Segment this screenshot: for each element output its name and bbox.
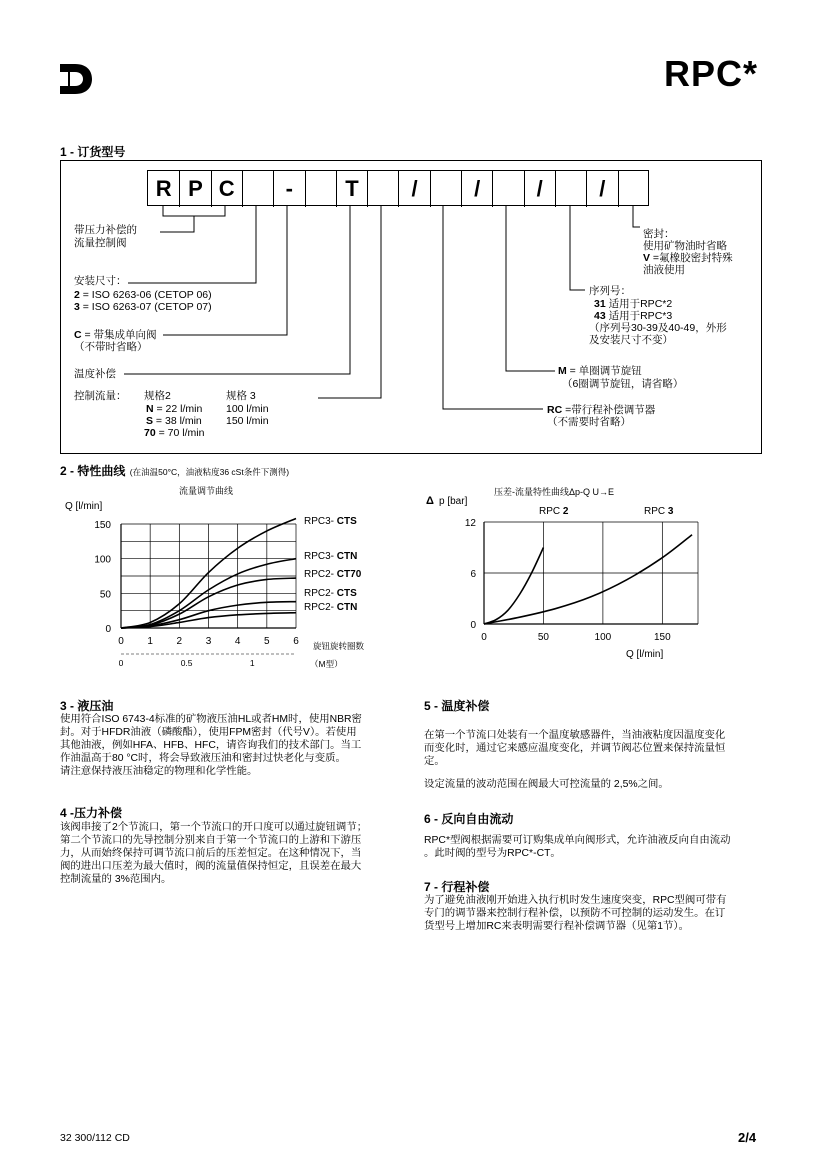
serial-31-text: 适用于RPC*2 bbox=[605, 298, 673, 310]
series-label-prefix: RPC2- bbox=[304, 569, 337, 580]
flow-70-size2: = 70 l/min bbox=[155, 427, 205, 439]
code-cell: / bbox=[461, 171, 492, 207]
x2-axis-label: （M型） bbox=[310, 659, 343, 669]
sec3-line-4: 作油温高于80 °C时，将会导致液压油和密封过快老化与变质。 bbox=[60, 753, 346, 764]
series-label-name: CTS bbox=[336, 516, 357, 527]
sec7-line-1: 为了避免油液刚开始进入执行机时发生速度突变，RPC型阀可带有 bbox=[424, 895, 727, 906]
code-cell: T bbox=[336, 171, 367, 207]
rc-note: （不需要时省略） bbox=[547, 416, 631, 428]
flow-n-size2: = 22 l/min bbox=[153, 403, 203, 415]
x2-tick-label: 0.5 bbox=[180, 658, 193, 668]
series-label bbox=[304, 569, 362, 580]
series-label-prefix: RPC bbox=[539, 506, 563, 517]
sec7-line-3: 货型号上增加RC来表明需要行程补偿调节器（见第1节）。 bbox=[424, 921, 689, 932]
x2-tick-label: 0 bbox=[118, 658, 124, 668]
sec3-line-2: 封。对于HFDR油液（磷酸酯），使用FPM密封（代号V）。若使用 bbox=[60, 727, 357, 738]
x-axis-label: Q [l/min] bbox=[626, 649, 664, 660]
pressure-drop-chart bbox=[420, 480, 710, 670]
x-axis-label: 旋钮旋转圈数 bbox=[313, 641, 365, 651]
sec4-line-4: 阀的进出口压差为最大值时，阀的流量值保持恒定，且误差在最大 bbox=[60, 861, 362, 872]
mount-3-text: = ISO 6263-07 (CETOP 07) bbox=[79, 301, 212, 313]
series-line bbox=[484, 548, 543, 625]
check-text: = 带集成单向阀 bbox=[81, 329, 157, 341]
series-label-prefix: RPC2- bbox=[304, 602, 337, 613]
series-label-name: 2 bbox=[562, 506, 569, 517]
series-line bbox=[484, 535, 692, 624]
section-6-title: 6 - 反向自由流动 bbox=[424, 812, 514, 826]
x-tick-label: 4 bbox=[234, 636, 241, 647]
chart-title: 压差-流量特性曲线Δp-Q U→E bbox=[494, 487, 615, 497]
flow-n-size3: 100 l/min bbox=[226, 403, 269, 415]
y-tick-label: 150 bbox=[94, 520, 111, 531]
series-label bbox=[644, 506, 674, 517]
code-cell: / bbox=[586, 171, 617, 207]
sec5-line-3: 定。 bbox=[424, 756, 445, 767]
sec3-line-5: 请注意保持液压油稳定的物理和化学性能。 bbox=[60, 766, 258, 777]
section-2-title: 2 - 特性曲线 bbox=[60, 464, 126, 478]
code-cell: C bbox=[211, 171, 242, 207]
x-tick-label: 0 bbox=[118, 636, 124, 647]
flow-key-n: N bbox=[146, 403, 154, 415]
series-label-name: CTN bbox=[336, 551, 358, 562]
series-label-name: CTS bbox=[336, 588, 357, 599]
code-cell: P bbox=[179, 171, 210, 207]
y-axis-symbol: Δ bbox=[426, 495, 434, 507]
x-tick-label: 100 bbox=[594, 632, 612, 643]
flow-s-size2: = 38 l/min bbox=[153, 415, 202, 427]
flow-s-size3: 150 l/min bbox=[226, 415, 269, 427]
seal-title: 密封： bbox=[643, 228, 675, 240]
serial-31-key: 31 bbox=[594, 298, 606, 310]
section-5-title: 5 - 温度补偿 bbox=[424, 699, 490, 713]
series-label bbox=[304, 516, 357, 527]
code-cell: - bbox=[273, 171, 304, 207]
flow-title: 控制流量： bbox=[74, 390, 127, 402]
sec7-line-2: 专门的调节器来控制行程补偿，以预防不可控制的运动发生。在订 bbox=[424, 908, 726, 919]
x-tick-label: 1 bbox=[147, 636, 153, 647]
section-4-title: 4 -压力补偿 bbox=[60, 806, 123, 820]
sec3-line-3: 其他油液，例如HFA、HFB、HFC，请咨询我们的技术部门。当工 bbox=[60, 740, 362, 751]
sec6-line-2: 。此时阀的型号为RPC*-CT。 bbox=[424, 848, 561, 859]
serial-title: 序列号： bbox=[589, 285, 631, 297]
series-label bbox=[304, 551, 357, 562]
seal-v-key: V bbox=[643, 252, 651, 264]
section-7-title: 7 - 行程补偿 bbox=[424, 880, 490, 894]
sec5-line-1: 在第一个节流口处装有一个温度敏感器件，当油液粘度因温度变化 bbox=[424, 730, 726, 741]
x2-tick-label: 1 bbox=[249, 658, 255, 668]
section-3-title: 3 - 液压油 bbox=[60, 699, 114, 713]
mount-2-text: = ISO 6263-06 (CETOP 06) bbox=[79, 289, 212, 301]
seal-line-3: 油液使用 bbox=[643, 264, 685, 276]
m-key: M bbox=[558, 365, 567, 377]
section-1-title: 1 - 订货型号 bbox=[60, 145, 126, 159]
size-2-label: 规格2 bbox=[144, 390, 171, 402]
sec5-line-4: 设定流量的波动范围在阀最大可控流量的 2,5%之间。 bbox=[424, 779, 669, 790]
seal-v-text: =氟橡胶密封特殊 bbox=[650, 252, 733, 264]
flow-key-s: S bbox=[146, 415, 154, 427]
x-tick-label: 3 bbox=[205, 636, 212, 647]
series-label bbox=[304, 602, 357, 613]
mount-3-key: 3 bbox=[74, 301, 80, 313]
doc-code: RPC* bbox=[664, 53, 759, 94]
y-axis-label: Q [l/min] bbox=[65, 501, 103, 512]
m-note: （6圈调节旋钮，请省略） bbox=[562, 378, 684, 390]
temp-comp-label: 温度补偿 bbox=[74, 368, 116, 380]
page-number: 2/4 bbox=[738, 1130, 757, 1145]
y-tick-label: 100 bbox=[94, 554, 111, 566]
flow-key-70: 70 bbox=[144, 427, 156, 439]
x-tick-label: 150 bbox=[653, 632, 671, 643]
code-cell: R bbox=[155, 176, 172, 201]
check-note: （不带时省略） bbox=[74, 341, 148, 353]
series-label-name: CTN bbox=[336, 602, 358, 613]
sec4-line-2: 第二个节流口的先导控制分别来自于第一个节流口的上游和下游压 bbox=[60, 835, 362, 846]
sec4-line-3: 力，从而始终保持可调节流口前后的压差恒定。在这种情况下，当 bbox=[60, 848, 362, 859]
mount-title: 安装尺寸： bbox=[74, 275, 127, 287]
y-tick-label: 50 bbox=[99, 589, 111, 601]
x-tick-label: 5 bbox=[264, 636, 270, 647]
sec4-line-5: 控制流量的 3%范围内。 bbox=[60, 874, 172, 885]
series-label-prefix: RPC3- bbox=[304, 516, 337, 527]
seal-line-1: 使用矿物油时省略 bbox=[643, 240, 727, 252]
check-key: C bbox=[74, 329, 82, 341]
y-tick-label: 6 bbox=[470, 569, 476, 580]
code-cell: / bbox=[524, 171, 555, 207]
y-axis-label: p [bar] bbox=[439, 496, 468, 507]
doc-number: 32 300/112 CD bbox=[60, 1132, 130, 1144]
x-tick-label: 0 bbox=[481, 632, 487, 643]
flow-regulation-chart bbox=[55, 480, 395, 680]
sec6-line-1: RPC*型阀根据需要可订购集成单向阀形式，允许油液反向自由流动 bbox=[424, 835, 731, 846]
sec3-line-1: 使用符合ISO 6743-4标准的矿物液压油HL或者HM时，使用NBR密 bbox=[60, 714, 362, 725]
rc-text: =带行程补偿调节器 bbox=[562, 404, 656, 416]
x-tick-label: 50 bbox=[537, 632, 550, 643]
mount-2-key: 2 bbox=[74, 289, 80, 301]
x-tick-label: 2 bbox=[176, 636, 183, 647]
y-tick-label: 12 bbox=[464, 518, 476, 529]
rc-key: RC bbox=[547, 404, 563, 416]
series-label bbox=[539, 506, 569, 517]
code-cell: / bbox=[398, 171, 429, 207]
series-label-prefix: RPC3- bbox=[304, 551, 337, 562]
series-label bbox=[304, 588, 357, 599]
label-pressure-comp-1: 带压力补偿的 bbox=[74, 224, 137, 236]
label-pressure-comp-2: 流量控制阀 bbox=[74, 237, 127, 249]
y-tick-label: 0 bbox=[470, 620, 476, 631]
serial-43-text: 适用于RPC*3 bbox=[605, 310, 673, 322]
x-tick-label: 6 bbox=[293, 636, 299, 647]
sec4-line-1: 该阀串接了2个节流口，第一个节流口的开口度可以通过旋钮调节； bbox=[60, 822, 368, 833]
sec5-line-2: 而变化时，通过它来感应温度变化，并调节阀芯位置来保持流量恒 bbox=[424, 743, 726, 754]
serial-note-2: 及安装尺寸不变） bbox=[589, 334, 673, 346]
m-text: = 单圈调节旋钮 bbox=[566, 365, 642, 377]
serial-43-key: 43 bbox=[594, 310, 606, 322]
serial-note-1: （序列号30-39及40-49，外形 bbox=[589, 322, 727, 334]
series-label-name: 3 bbox=[667, 506, 674, 517]
chart-title: 流量调节曲线 bbox=[179, 486, 234, 496]
series-label-name: CT70 bbox=[336, 569, 362, 580]
section-2-subtitle: (在油温50°C，油液粘度36 cSt条件下测得) bbox=[129, 467, 290, 477]
size-3-label: 规格 3 bbox=[226, 390, 256, 402]
y-tick-label: 0 bbox=[105, 624, 111, 635]
series-label-prefix: RPC2- bbox=[304, 588, 337, 599]
series-label-prefix: RPC bbox=[644, 506, 668, 517]
